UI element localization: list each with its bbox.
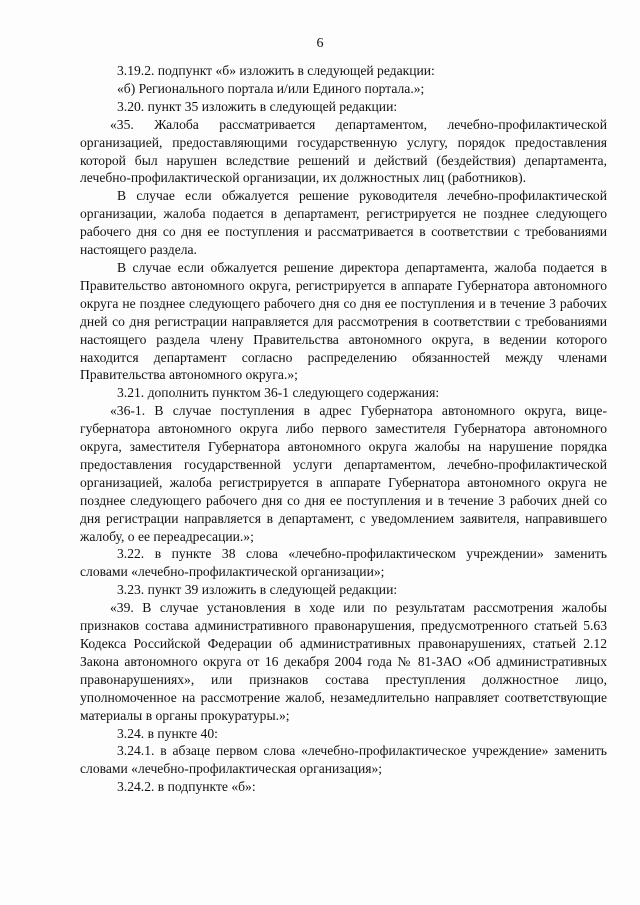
paragraph-3-24-2: 3.24.2. в подпункте «б»: (117, 779, 256, 795)
paragraph-complaint-head-organization: В случае если обжалуется решение руководителя лечебно-профилактической организации, жалоба подается в департамент, регистрируется не позднее следующего рабочего дня со дня ее поступления и рассматривается в соответствии с требованиями настоящего раздела. (80, 188, 607, 258)
paragraph-3-19-2: 3.19.2. подпункт «б» изложить в следующей редакции: (117, 63, 435, 78)
page-number: 6 (316, 36, 324, 51)
paragraph-complaint-department-director: В случае если обжалуется решение директора департамента, жалоба подается в Правительство автономного округа, регистрируется в аппарате Губернатора автономного округа не позднее следующего рабочего дня со дня ее поступления и в течение 3 рабочих дней со дня регистрации направляется для рассмотрения в соответствии с требованиями настоящего раздела члену Правительства автономного округа, в ведении которого находится департамент согласно распределению обязанностей между членами Правительства автономного округа.»; (80, 259, 607, 383)
document-body (80, 62, 607, 796)
paragraph-point-36-1: «36-1. В случае поступления в адрес Губернатора автономного округа, вице-губернатора автономного округа либо первого заместителя Губернатора автономного округа, заместителя Губернатора автономного округа жалобы на нарушение порядка предоставления государственной услуги департаментом, лечебно-профилактической организацией, жалоба регистрируется в аппарате Губернатора автономного округа не позднее следующего рабочего дня со дня ее поступления и в течение 3 рабочих дней со дня регистрации направляется в департамент, с уведомлением заявителя, направившего жалобу, о ее переадресации.»; (80, 403, 607, 544)
paragraph-3-20: 3.20. пункт 35 изложить в следующей редакции: (117, 98, 398, 114)
paragraph-3-24-1: 3.24.1. в абзаце первом слова «лечебно-профилактическое учреждение» заменить словами «лечебно-профилактическая организация»; (80, 743, 607, 777)
paragraph-3-23: 3.23. пункт 39 изложить в следующей редакции: (117, 582, 398, 598)
paragraph-3-22: 3.22. в пункте 38 слова «лечебно-профилактическом учреждении» заменить словами «лечебно-профилактической организации»; (80, 546, 607, 580)
paragraph-subpoint-b-text: «б) Регионального портала и/или Единого портала.»; (117, 80, 425, 96)
paragraph-point-39: «39. В случае установления в ходе или по результатам рассмотрения жалобы признаков состава административного правонарушения, предусмотренного статьей 5.63 Кодекса Российской Федерации об административных правонарушениях, статьей 2.12 Закона автономного округа от 16 декабря 2004 года № 81-ЗАО «Об административных правонарушениях», или признаков состава преступления должностное лицо, уполномоченное на рассмотрение жалоб, незамедлительно направляет соответствующие материалы в органы прокуратуры.»; (80, 600, 607, 723)
paragraph-point-35: «35. Жалоба рассматривается департаментом, лечебно-профилактической организацией, предоставляющими государственную услугу, порядок предоставления которой был нарушен вследствие решений и действий (бездействия) департамента, лечебно-профилактической организации, их должностных лиц (работников). (80, 116, 607, 186)
paragraph-3-21: 3.21. дополнить пунктом 36-1 следующего содержания: (117, 385, 440, 401)
paragraph-3-24: 3.24. в пункте 40: (117, 725, 218, 741)
